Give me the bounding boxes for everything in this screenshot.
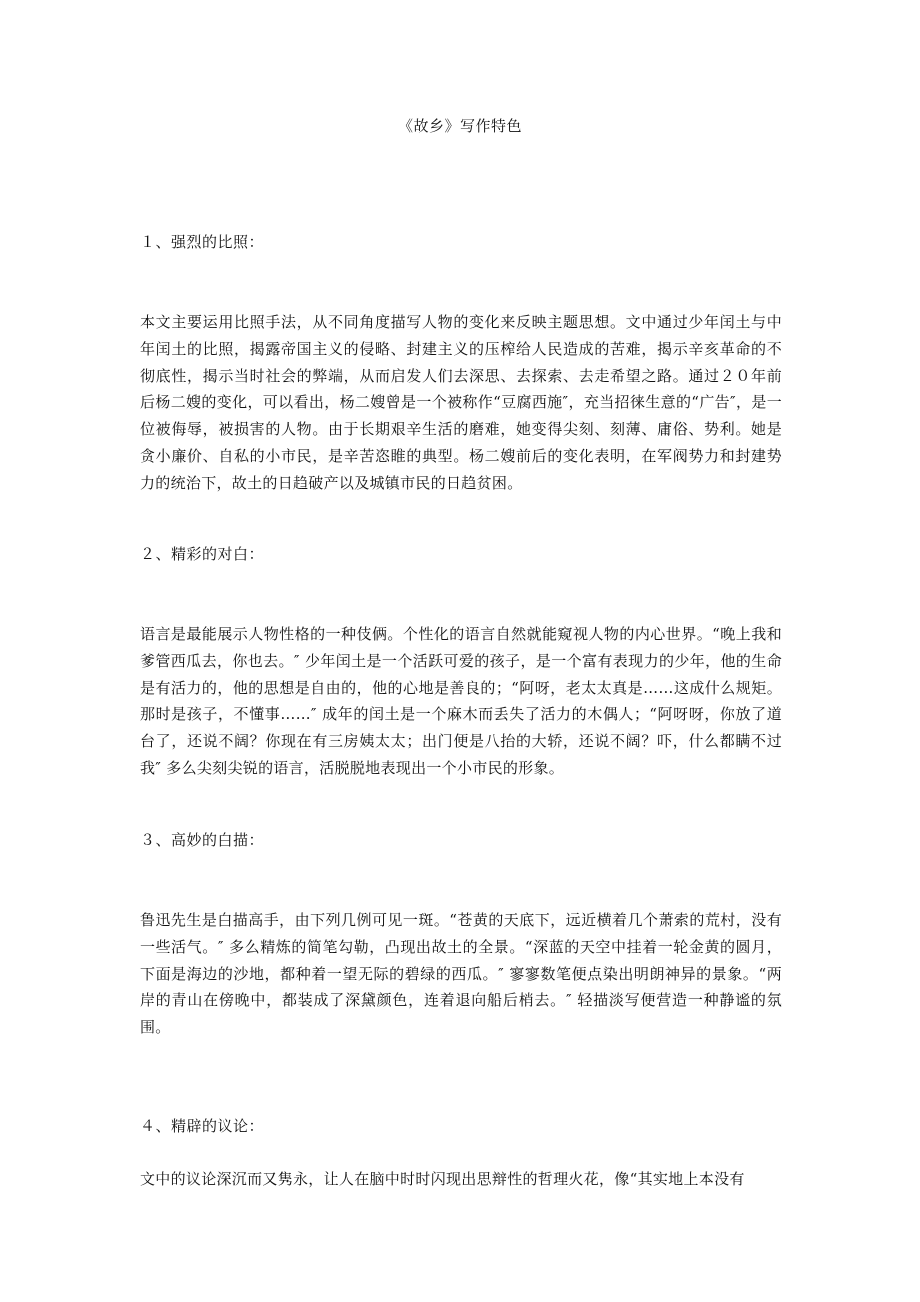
section-paragraph: 本文主要运用比照手法，从不同角度描写人物的变化来反映主题思想。文中通过少年闰土与中年闰土的比照，揭露帝国主义的侵略、封建主义的压榨给人民造成的苦难，揭示辛亥革命的不彻底性，揭示当时社会的弊端，从而启发人们去深思、去探索、去走希望之路。通过２０年前后杨二嫂的变化，可以看出，杨二嫂曾是一个被称作“豆腐西施″，充当招徕生意的“广告″，是一位被侮辱，被损害的人物。由于长期艰辛生活的磨难，她变得尖刻、刻薄、庸俗、势利。她是贪小廉价、自私的小市民，是辛苦恣睢的典型。杨二嫂前后的变化表明，在军阀势力和封建势力的统治下，故土的日趋破产以及城镇市民的日趋贫困。 [140, 313, 782, 492]
section-heading: １、强烈的比照： [140, 233, 265, 251]
section-heading: ２、精彩的对白： [140, 545, 265, 563]
section-paragraph: 文中的议论深沉而又隽永，让人在脑中时时闪现出思辩性的哲理火花，像“其实地上本没有 [140, 1170, 745, 1188]
section-paragraph: 语言是最能展示人物性格的一种伎俩。个性化的语言自然就能窥视人物的内心世界。“晚上我和爹管西瓜去，你也去。″ 少年闰土是一个活跃可爱的孩子，是一个富有表现力的少年，他的生命是有活力的，他的思想是自由的，他的心地是善良的；“阿呀，老太太真是……这成什么规矩。那时是孩子，不懂事……″ 成年的闰土是一个麻木而丢失了活力的木偶人；“阿呀呀，你放了道台了，还说不阔？你现在有三房姨太太；出门便是八抬的大轿，还说不阔？吓，什么都瞒不过我″ 多么尖刻尖锐的语言，活脱脱地表现出一个小市民的形象。 [140, 625, 782, 777]
section-paragraph: 鲁迅先生是白描高手，由下列几例可见一斑。“苍黄的天底下，远近横着几个萧索的荒村，没有一些活气。″ 多么精炼的简笔勾勒，凸现出故土的全景。“深蓝的天空中挂着一轮金黄的圆月，下面是海边的沙地，都种着一望无际的碧绿的西瓜。″ 寥寥数笔便点染出明朗神异的景象。“两岸的青山在傍晚中，都装成了深黛颜色，连着退向船后梢去。″ 轻描淡写便营造一种静谧的氛围。 [140, 911, 782, 1037]
section-heading: ４、精辟的议论： [140, 1117, 265, 1135]
section-heading: ３、高妙的白描： [140, 831, 265, 849]
document-title: 《故乡》写作特色 [397, 117, 522, 135]
